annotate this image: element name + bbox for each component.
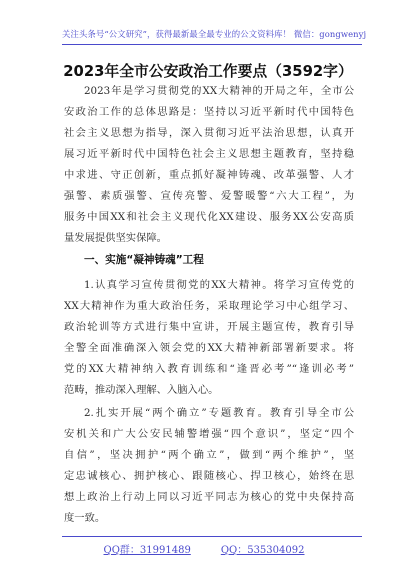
footer-divider [62, 536, 362, 537]
paragraph-line: 政治轮训等方式进行集中宣讲，开展主题宣传，教育引导 [64, 321, 354, 333]
paragraph-line: 强警、素质强警、宣传亮警、爱警暖警“六大工程”，为 [64, 190, 354, 202]
footer [0, 541, 408, 556]
paragraph-line: XX大精神作为重大政治任务，采取理论学习中心组学习、 [64, 300, 354, 312]
paragraph-line: 社会主义思想为指导，深入贯彻习近平法治思想，认真开 [64, 127, 354, 139]
paragraph-line: 党的XX大精神纳入教育训练和“逢晋必考”“逢训必考” [64, 363, 354, 375]
paragraph-line: 展习近平新时代中国特色社会主义思想主题教育，坚持稳 [64, 148, 354, 160]
paragraph-line: 中求进、守正创新，重点抓好凝神铸魂、改革强警、人才 [64, 169, 354, 181]
paragraph-line: 量发展提供坚实保障。 [64, 232, 167, 244]
section-heading: 一、实施“凝神铸魂”工程 [84, 254, 204, 266]
paragraph-line: 想上政治上行动上同以习近平同志为核心的党中央保持高 [64, 491, 354, 503]
header-banner: 关注头条号“公文研究”，获得最新最全最专业的公文资料库！ 微信：gongwenyj [62, 29, 367, 39]
paragraph-line: 2.扎实开展“两个确立”专题教育。教育引导全市公 [84, 407, 354, 419]
header-divider [62, 44, 362, 45]
paragraph-line: 定忠诚核心、拥护核心、跟随核心、捍卫核心，始终在思 [64, 470, 354, 482]
paragraph-line: 安政治工作的总体思路是：坚持以习近平新时代中国特色 [64, 106, 354, 118]
paragraph-line: 全警全面准确深入领会党的XX大精神新部署新要求。将 [64, 342, 354, 354]
paragraph-line: 自信”，坚决拥护“两个确立”，做到“两个维护”，坚 [64, 449, 354, 461]
document-title: 2023年全市公安政治工作要点（3592字） [63, 63, 353, 80]
footer-qq-group: QQ群：31991489 [103, 545, 191, 556]
paragraph-line: 度一致。 [64, 512, 106, 524]
paragraph-line: 2023年是学习贯彻党的XX大精神的开局之年，全市公 [84, 85, 354, 97]
paragraph-line: 1.认真学习宣传贯彻党的XX大精神。将学习宣传党的 [84, 279, 354, 291]
paragraph-line: 服务中国XX和社会主义现代化XX建设、服务XX公安高质 [64, 211, 354, 223]
footer-qq-contact: QQ：535304092 [220, 545, 305, 556]
paragraph-line: 安机关和广大公安民辅警增强“四个意识”，坚定“四个 [64, 428, 354, 440]
paragraph-line: 范畴，推动深入理解、入脑入心。 [64, 384, 219, 396]
